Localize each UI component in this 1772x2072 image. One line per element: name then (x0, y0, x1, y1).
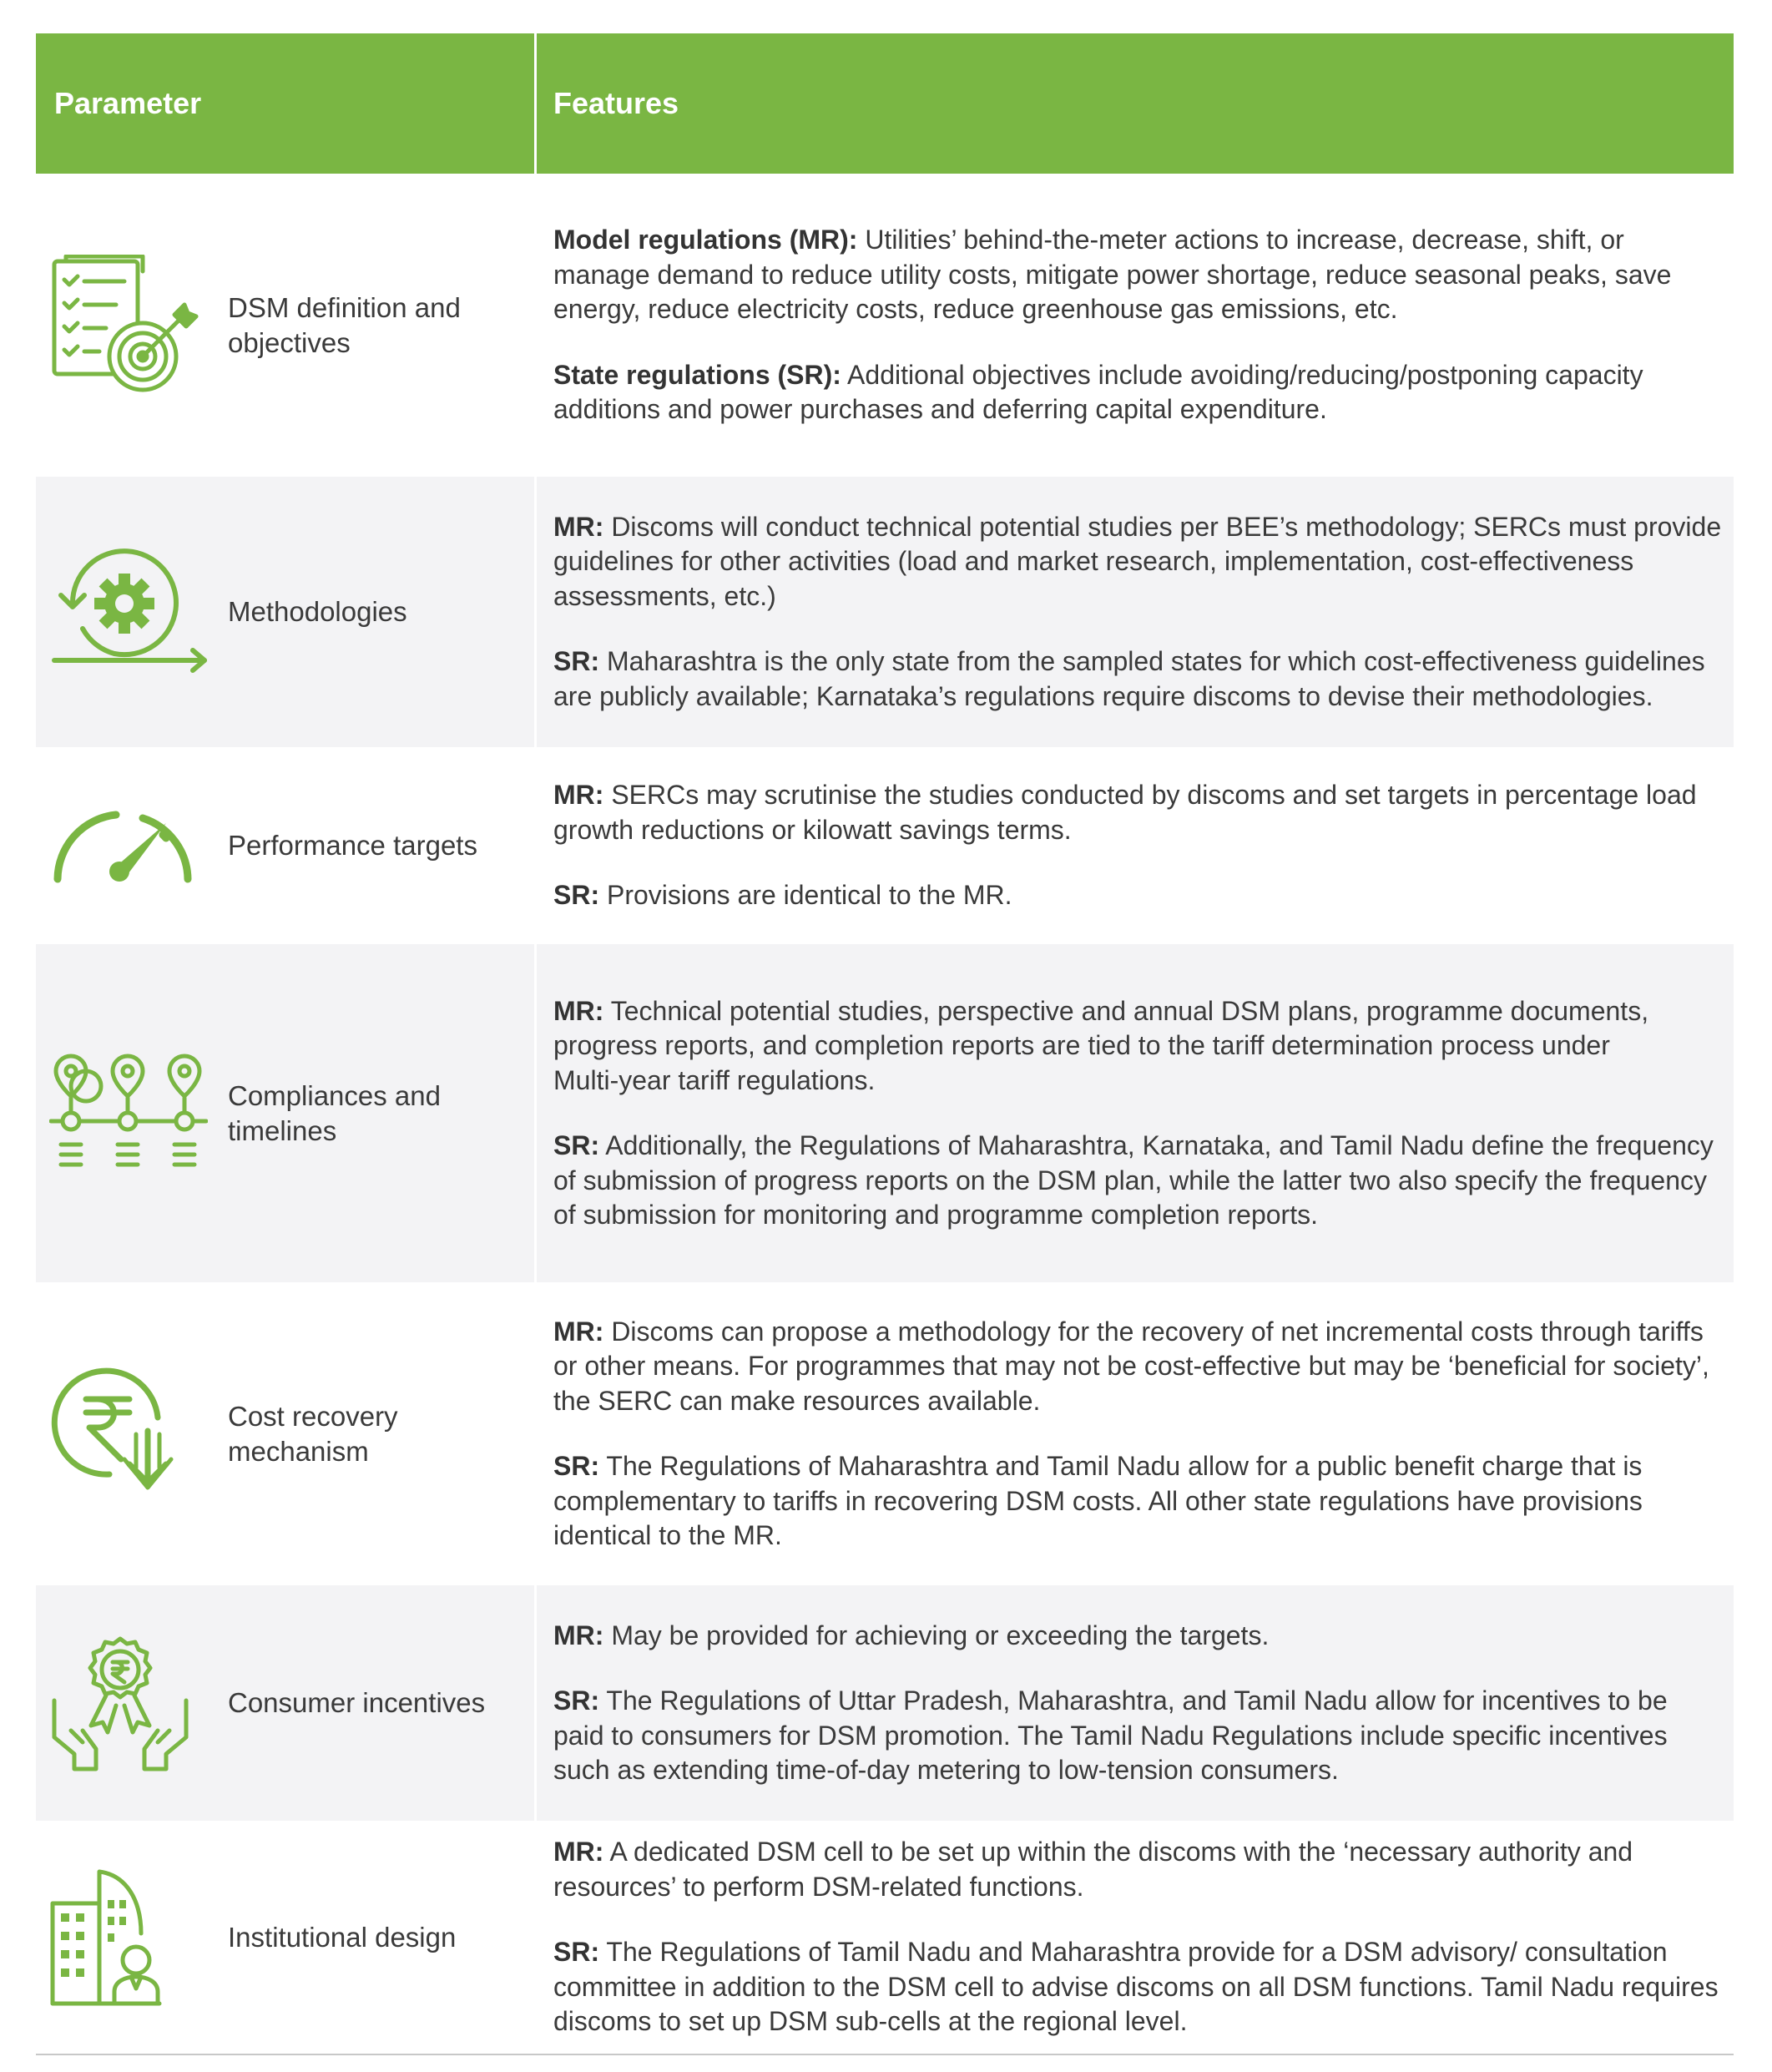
sr-text: The Regulations of Uttar Pradesh, Maharashtra, and Tamil Nadu allow for incentives to be paid to consumers for DSM promotion. The Tamil Nadu Regulations include specific incentives such as extending time-of-day metering to low-tension consumers. (553, 1685, 1668, 1785)
parameter-label: Consumer incentives (228, 1687, 486, 1718)
mr-paragraph (553, 1315, 1722, 1419)
parameter-label: Performance targets (228, 830, 477, 861)
parameter-label: DSM definition and objectives (228, 291, 461, 358)
column-divider (534, 747, 537, 944)
header-features: Features (553, 86, 679, 120)
mr-label: MR: (553, 780, 604, 811)
table-header (36, 33, 1734, 174)
mr-label: MR: (553, 1620, 604, 1650)
sr-text: Maharashtra is the only state from the sampled states for which cost-effectiveness guidelines are publicly available; Karnataka’s regulations require discoms to devise their methodologies. (553, 646, 1705, 711)
sr-label: SR: (553, 880, 600, 911)
mr-paragraph (553, 994, 1722, 1099)
gauge-icon (49, 747, 216, 944)
sr-text: Provisions are identical to the MR. (599, 880, 1012, 911)
timeline-pins-icon (49, 944, 216, 1282)
table-row (36, 1821, 1734, 2054)
mr-paragraph (553, 1835, 1722, 1904)
sr-label: SR: (553, 1130, 600, 1160)
mr-text: Discoms can propose a methodology for the recovery of net incremental costs through tariffs or other means. For programmes that may not be cost-effective but may be ‘beneficial for society’, the SERC can make resources available. (553, 1316, 1709, 1416)
sr-paragraph (553, 1449, 1722, 1554)
mr-label: Model regulations (MR): (553, 225, 858, 255)
sr-paragraph (553, 358, 1722, 427)
table-row (36, 477, 1734, 747)
header-parameter: Parameter (54, 86, 202, 120)
table-row (36, 944, 1734, 1282)
rupee-badge-hands-icon (49, 1585, 216, 1821)
column-divider (534, 1282, 537, 1585)
rupee-down-arrow-icon (49, 1282, 216, 1585)
mr-paragraph (553, 510, 1722, 614)
parameter-label: Methodologies (228, 596, 407, 627)
mr-paragraph (553, 1619, 1722, 1654)
sr-paragraph (553, 878, 1722, 913)
features-cell (553, 747, 1722, 944)
sr-label: SR: (553, 646, 600, 677)
column-divider (534, 1821, 537, 2054)
sr-text: The Regulations of Maharashtra and Tamil Nadu allow for a public benefit charge that is complementary to tariffs in recovering DSM costs. All other state regulations have provisions identical to the MR. (553, 1451, 1643, 1550)
features-cell (553, 477, 1722, 747)
sr-text: The Regulations of Tamil Nadu and Maharashtra provide for a DSM advisory/ consultation committee in addition to the DSM cell to advise discoms on all DSM functions. Tamil Nadu requires discoms to set up DSM sub-cells at the regional level. (553, 1937, 1719, 2037)
sr-paragraph (553, 644, 1722, 714)
mr-label: MR: (553, 995, 604, 1026)
sr-label: State regulations (SR): (553, 359, 841, 390)
sr-paragraph (553, 1684, 1722, 1788)
sr-text: Additionally, the Regulations of Maharashtra, Karnataka, and Tamil Nadu define the frequency of submission of progress reports on the DSM plan, while the latter two also specify the frequency of submission for monitoring and programme completion reports. (553, 1130, 1714, 1230)
sr-paragraph (553, 1935, 1722, 2039)
column-divider (534, 174, 537, 477)
sr-text: Additional objectives include avoiding/reducing/postponing capacity additions and power purchases and deferring capital expenditure. (553, 359, 1643, 425)
features-cell (553, 1821, 1722, 2054)
building-person-icon (49, 1821, 216, 2054)
mr-text: Discoms will conduct technical potential studies per BEE’s methodology; SERCs must provide guidelines for other activities (load and market research, implementation, cost-effectiveness assessments, etc.) (553, 511, 1722, 611)
column-divider (534, 1585, 537, 1821)
table-row (36, 1282, 1734, 1585)
parameter-label: Cost recovery mechanism (228, 1400, 398, 1467)
sr-paragraph (553, 1129, 1722, 1233)
table-row (36, 174, 1734, 477)
gear-cycle-icon (49, 477, 216, 747)
sr-label: SR: (553, 1685, 600, 1716)
table-bottom-rule (36, 2054, 1734, 2055)
parameter-label: Compliances and timelines (228, 1079, 441, 1146)
features-cell (553, 944, 1722, 1282)
column-divider (534, 477, 537, 747)
mr-text: Technical potential studies, perspective and annual DSM plans, programme documents, progress reports, and completion reports are tied to the tariff determination process under Multi-year tariff regulations. (553, 995, 1649, 1095)
header-divider (534, 33, 537, 174)
mr-paragraph (553, 223, 1722, 327)
mr-paragraph (553, 778, 1722, 847)
features-cell (553, 174, 1722, 477)
mr-text: A dedicated DSM cell to be set up within the discoms with the ‘necessary authority and resources’ to perform DSM-related functions. (553, 1837, 1633, 1902)
dsm-regulations-table (36, 33, 1734, 2037)
mr-text: Utilities’ behind-the-meter actions to increase, decrease, shift, or manage demand to reduce utility costs, mitigate power shortage, reduce seasonal peaks, save energy, reduce electricity costs, reduce greenhouse gas emissions, etc. (553, 225, 1672, 325)
mr-label: MR: (553, 1837, 604, 1867)
mr-text: SERCs may scrutinise the studies conducted by discoms and set targets in percentage load growth reductions or kilowatt savings terms. (553, 780, 1697, 845)
features-cell (553, 1585, 1722, 1821)
checklist-target-icon (49, 174, 216, 477)
sr-label: SR: (553, 1451, 600, 1481)
features-cell (553, 1282, 1722, 1585)
mr-label: MR: (553, 1316, 604, 1347)
column-divider (534, 944, 537, 1282)
mr-label: MR: (553, 511, 604, 542)
table-row (36, 1585, 1734, 1821)
parameter-label: Institutional design (228, 1921, 457, 1953)
sr-label: SR: (553, 1937, 600, 1968)
table-row (36, 747, 1734, 944)
mr-text: May be provided for achieving or exceeding the targets. (603, 1620, 1270, 1650)
